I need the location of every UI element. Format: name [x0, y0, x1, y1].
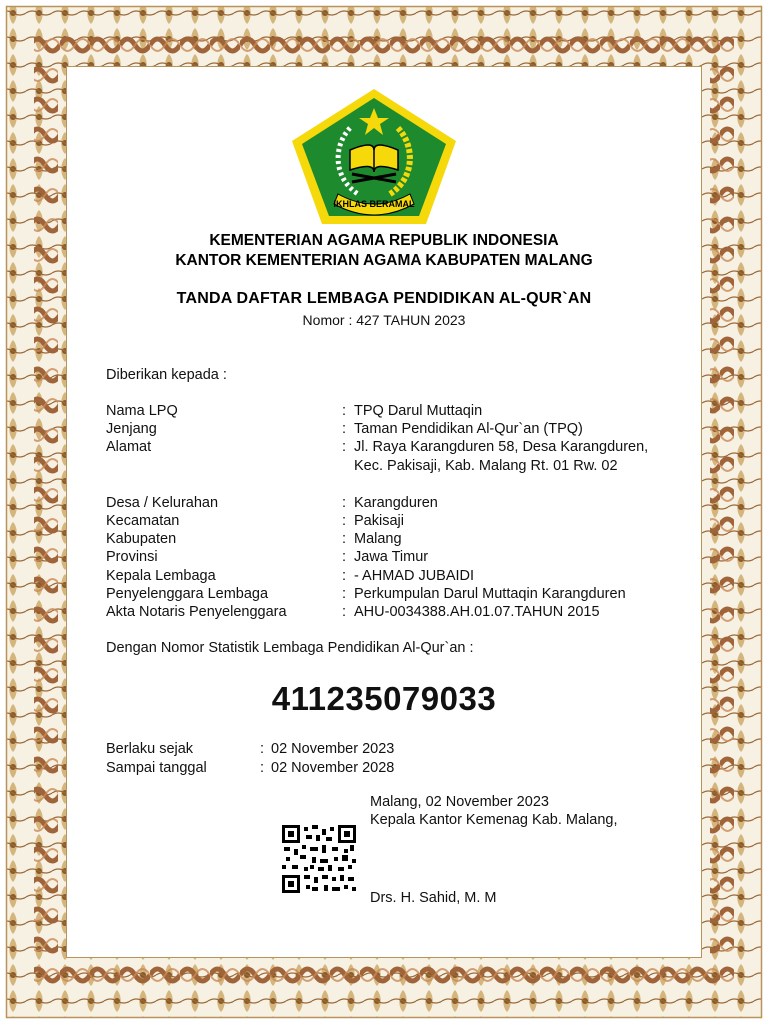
- ministry-title: KEMENTERIAN AGAMA REPUBLIK INDONESIA: [209, 232, 559, 249]
- field-value: Taman Pendidikan Al-Qur`an (TPQ): [354, 421, 583, 437]
- logo-motto: IKHLAS BERAMAL: [333, 199, 415, 209]
- field-colon: :: [342, 513, 347, 529]
- valid-to-value: 02 November 2028: [271, 760, 395, 776]
- field-value: Perkumpulan Darul Muttaqin Karangduren: [354, 586, 626, 602]
- field-colon: :: [342, 586, 347, 602]
- statistik-number: 411235079033: [271, 680, 497, 717]
- field-value: Malang: [354, 531, 402, 547]
- valid-from-colon: :: [260, 741, 265, 757]
- field-value: Pakisaji: [354, 513, 404, 529]
- field-colon: :: [342, 568, 347, 584]
- field-label: Kepala Lembaga: [106, 568, 216, 584]
- field-value: Karangduren: [354, 495, 438, 511]
- certificate-title: TANDA DAFTAR LEMBAGA PENDIDIKAN AL-QUR`AN: [176, 290, 592, 307]
- field-label: Desa / Kelurahan: [106, 495, 219, 511]
- field-colon: :: [342, 531, 347, 547]
- field-label: Alamat: [106, 439, 152, 455]
- field-label: Nama LPQ: [106, 403, 178, 419]
- place-date: Malang, 02 November 2023: [370, 794, 549, 810]
- address-value: Jl. Raya Karangduren 58, Desa Karangduren, Kec. Pakisaji, Kab. Malang Rt. 01 Rw. 02: [354, 439, 649, 474]
- kemenag-logo: [288, 86, 460, 226]
- field-label: Kabupaten: [106, 531, 177, 547]
- field-value: AHU-0034388.AH.01.07.TAHUN 2015: [354, 604, 600, 620]
- field-colon: :: [342, 604, 347, 620]
- valid-from-label: Berlaku sejak: [106, 741, 194, 757]
- valid-to-label: Sampai tanggal: [106, 760, 207, 776]
- field-label: Jenjang: [106, 421, 157, 437]
- field-label: Provinsi: [106, 549, 158, 565]
- field-label: Kecamatan: [106, 513, 180, 529]
- valid-from-value: 02 November 2023: [271, 741, 395, 757]
- statistik-label: Dengan Nomor Statistik Lembaga Pendidikan Al-Qur`an :: [106, 640, 474, 656]
- certificate-number: Nomor : 427 TAHUN 2023: [302, 312, 466, 328]
- field-label: Akta Notaris Penyelenggara: [106, 604, 287, 620]
- valid-to-colon: :: [260, 760, 265, 776]
- field-colon: :: [342, 421, 347, 437]
- field-colon: :: [342, 549, 347, 565]
- field-value: TPQ Darul Muttaqin: [354, 403, 483, 419]
- official-name: Drs. H. Sahid, M. M: [370, 890, 497, 906]
- field-value: - AHMAD JUBAIDI: [354, 568, 475, 584]
- field-colon: :: [342, 495, 347, 511]
- field-label: Penyelenggara Lembaga: [106, 586, 269, 602]
- official-position: Kepala Kantor Kemenag Kab. Malang,: [370, 812, 618, 828]
- office-title: KANTOR KEMENTERIAN AGAMA KABUPATEN MALANG: [175, 252, 593, 269]
- field-colon: :: [342, 439, 347, 455]
- intro-text: Diberikan kepada :: [106, 367, 227, 383]
- field-value: Jawa Timur: [354, 549, 429, 565]
- qr-code-icon: [282, 825, 356, 893]
- field-colon: :: [342, 403, 347, 419]
